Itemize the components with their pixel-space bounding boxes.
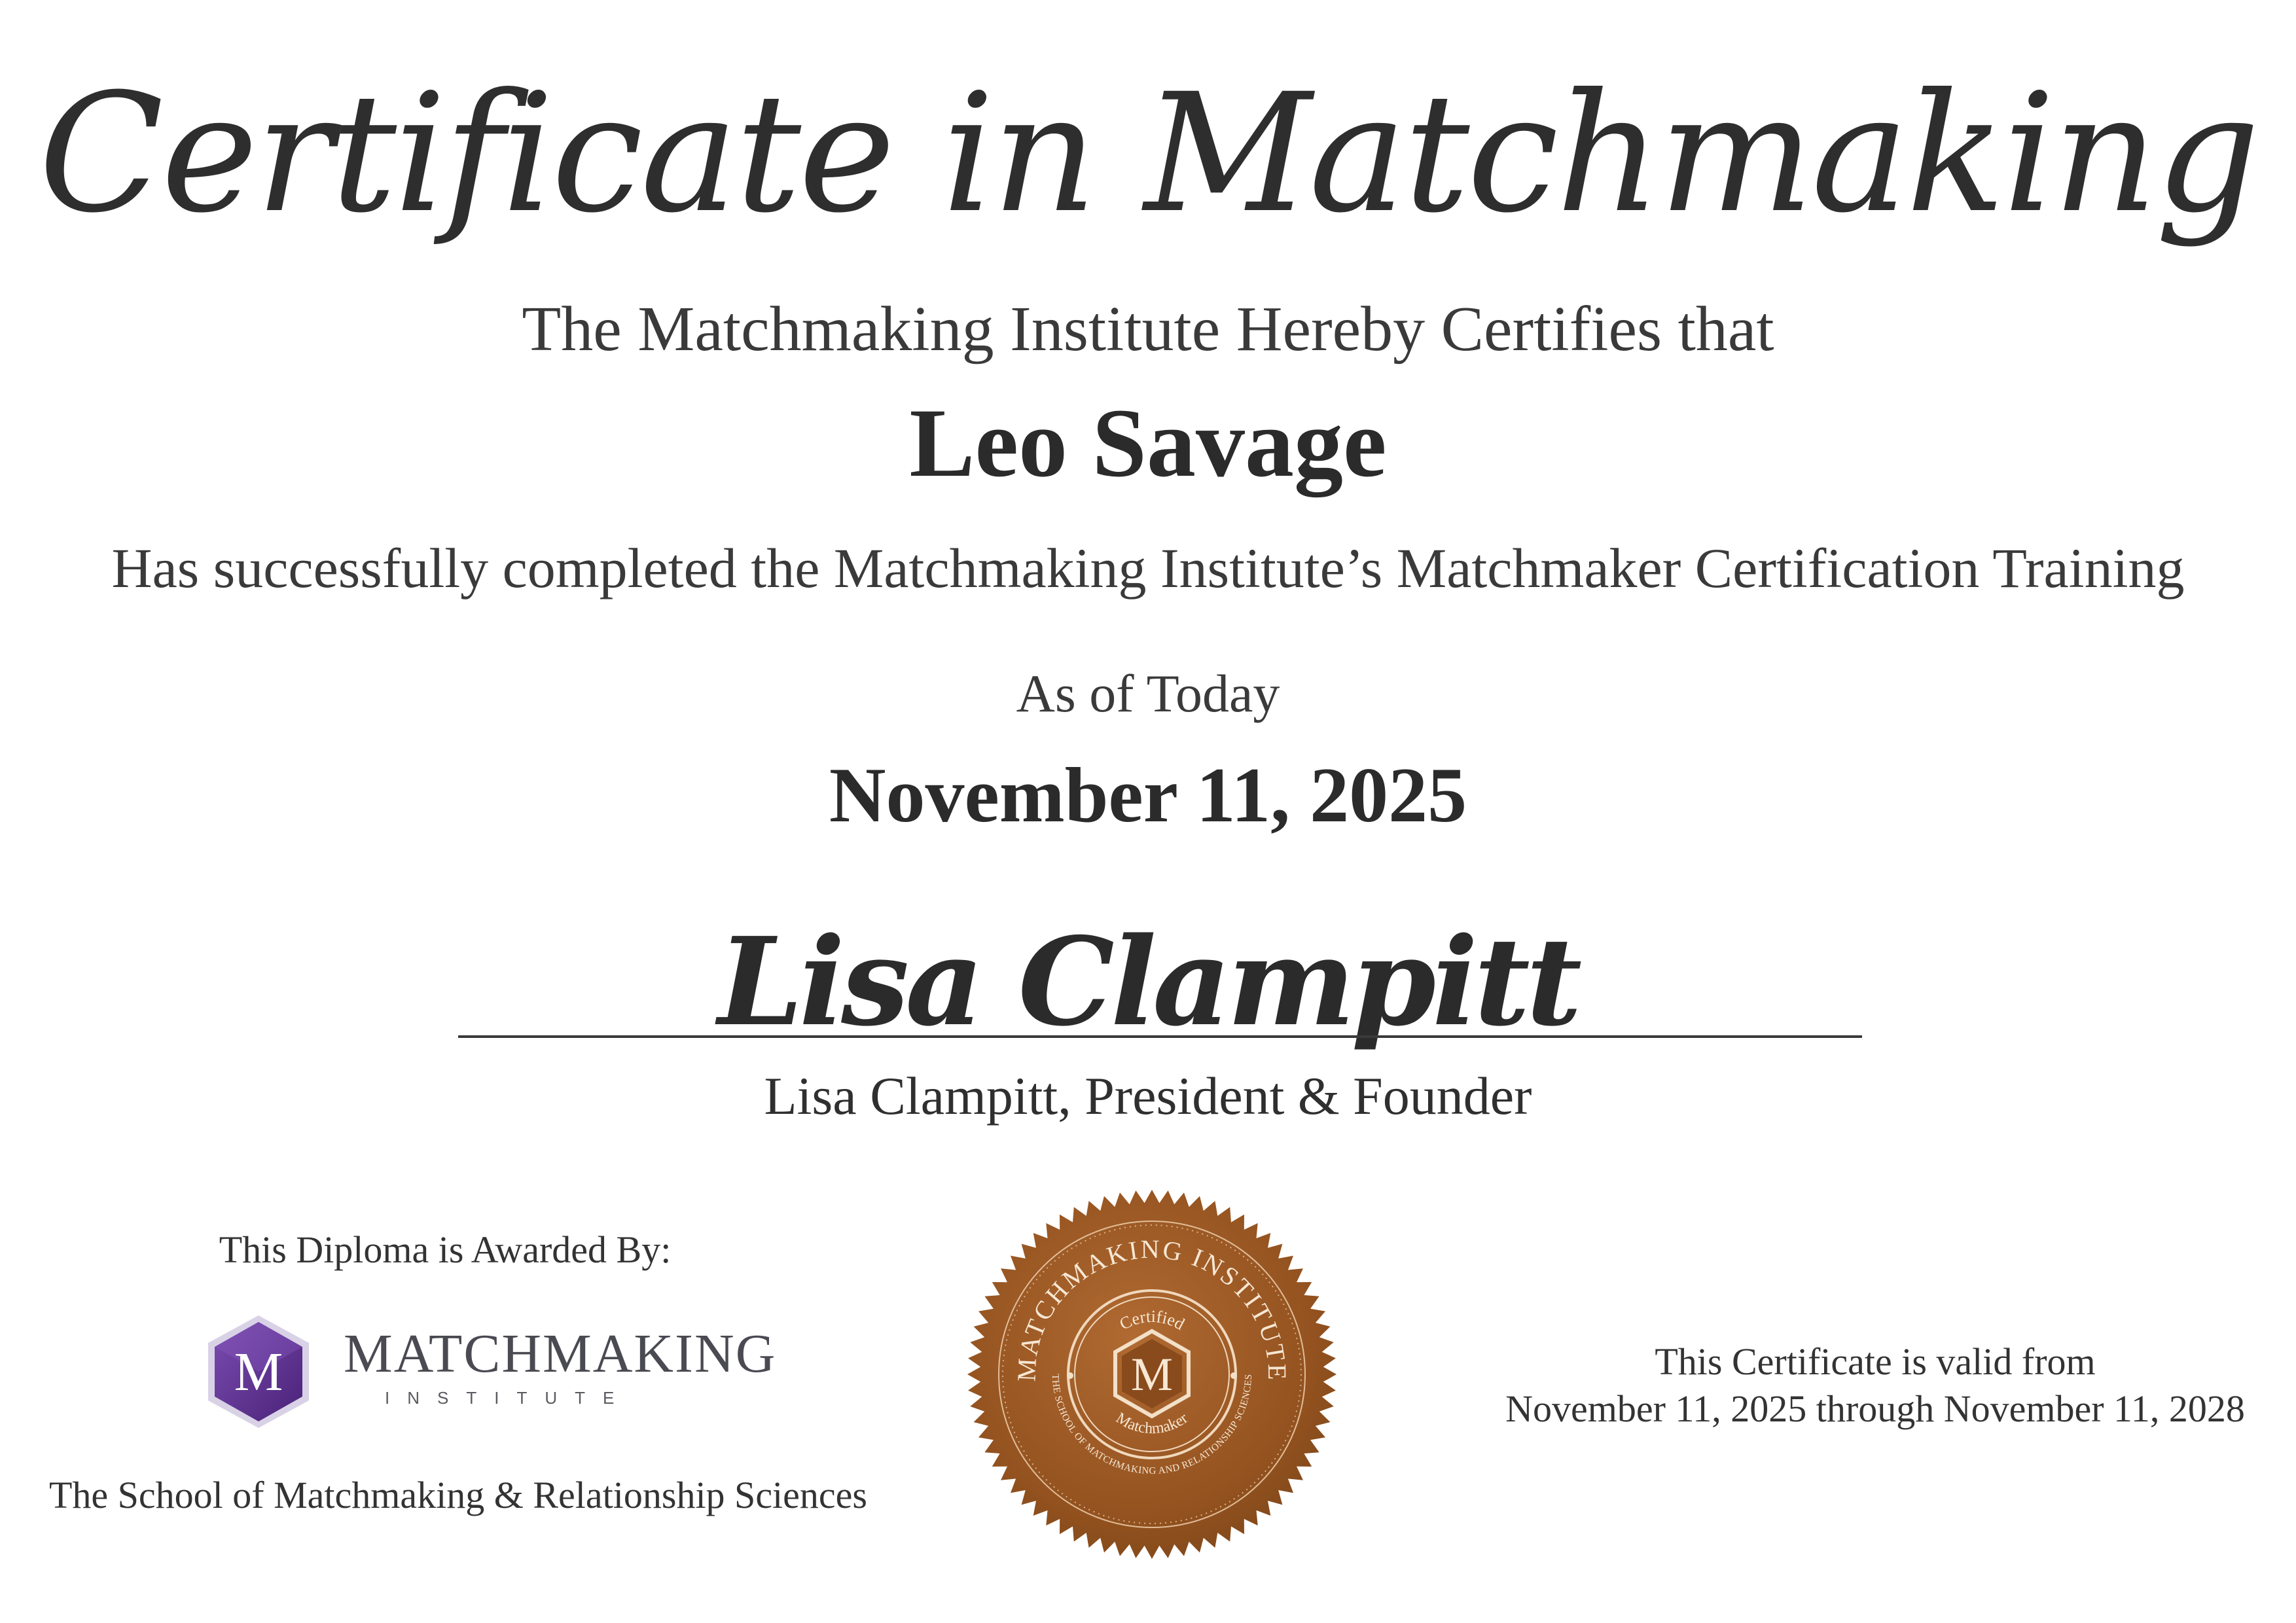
signature-line xyxy=(458,1035,1862,1038)
matchmaking-institute-logo xyxy=(203,1309,777,1440)
certifies-line: The Matchmaking Institute Hereby Certifies that xyxy=(522,294,1774,365)
validity-line-2: November 11, 2025 through November 11, 2028 xyxy=(1505,1387,2245,1430)
recipient-name: Leo Savage xyxy=(909,389,1387,497)
certified-seal xyxy=(962,1185,1342,1564)
completion-line: Has successfully completed the Matchmaking Institute’s Matchmaker Certification Training xyxy=(111,537,2185,599)
seal-center-letter: M xyxy=(1130,1348,1174,1400)
validity-line-1: This Certificate is valid from xyxy=(1655,1340,2096,1383)
seal-bottom-word: Matchmaker xyxy=(1113,1409,1191,1438)
signer-line: Lisa Clampitt, President & Founder xyxy=(764,1066,1532,1126)
hexagon-logo-icon xyxy=(203,1313,314,1431)
certificate-title: Certificate in Matchmaking xyxy=(38,58,2258,249)
awarded-by-label: This Diploma is Awarded By: xyxy=(219,1228,672,1271)
as-of-label: As of Today xyxy=(1016,664,1280,723)
validity-block xyxy=(1460,1338,2291,1433)
logo-subname: INSTITUTE xyxy=(385,1388,632,1408)
logo-name: MATCHMAKING xyxy=(344,1323,777,1384)
logo-letter: M xyxy=(234,1342,283,1402)
certificate-date: November 11, 2025 xyxy=(829,751,1467,838)
school-line: The School of Matchmaking & Relationship Sciences xyxy=(49,1474,867,1516)
signature-image: Lisa Clampitt xyxy=(717,910,1579,1053)
seal-inner-text: THE SCHOOL OF MATCHMAKING AND RELATIONSHIP SCIENCES xyxy=(1049,1374,1255,1477)
seal-outer-text: MATCHMAKING INSTITUTE xyxy=(1011,1234,1293,1382)
seal-top-word: Certified xyxy=(1116,1306,1188,1334)
